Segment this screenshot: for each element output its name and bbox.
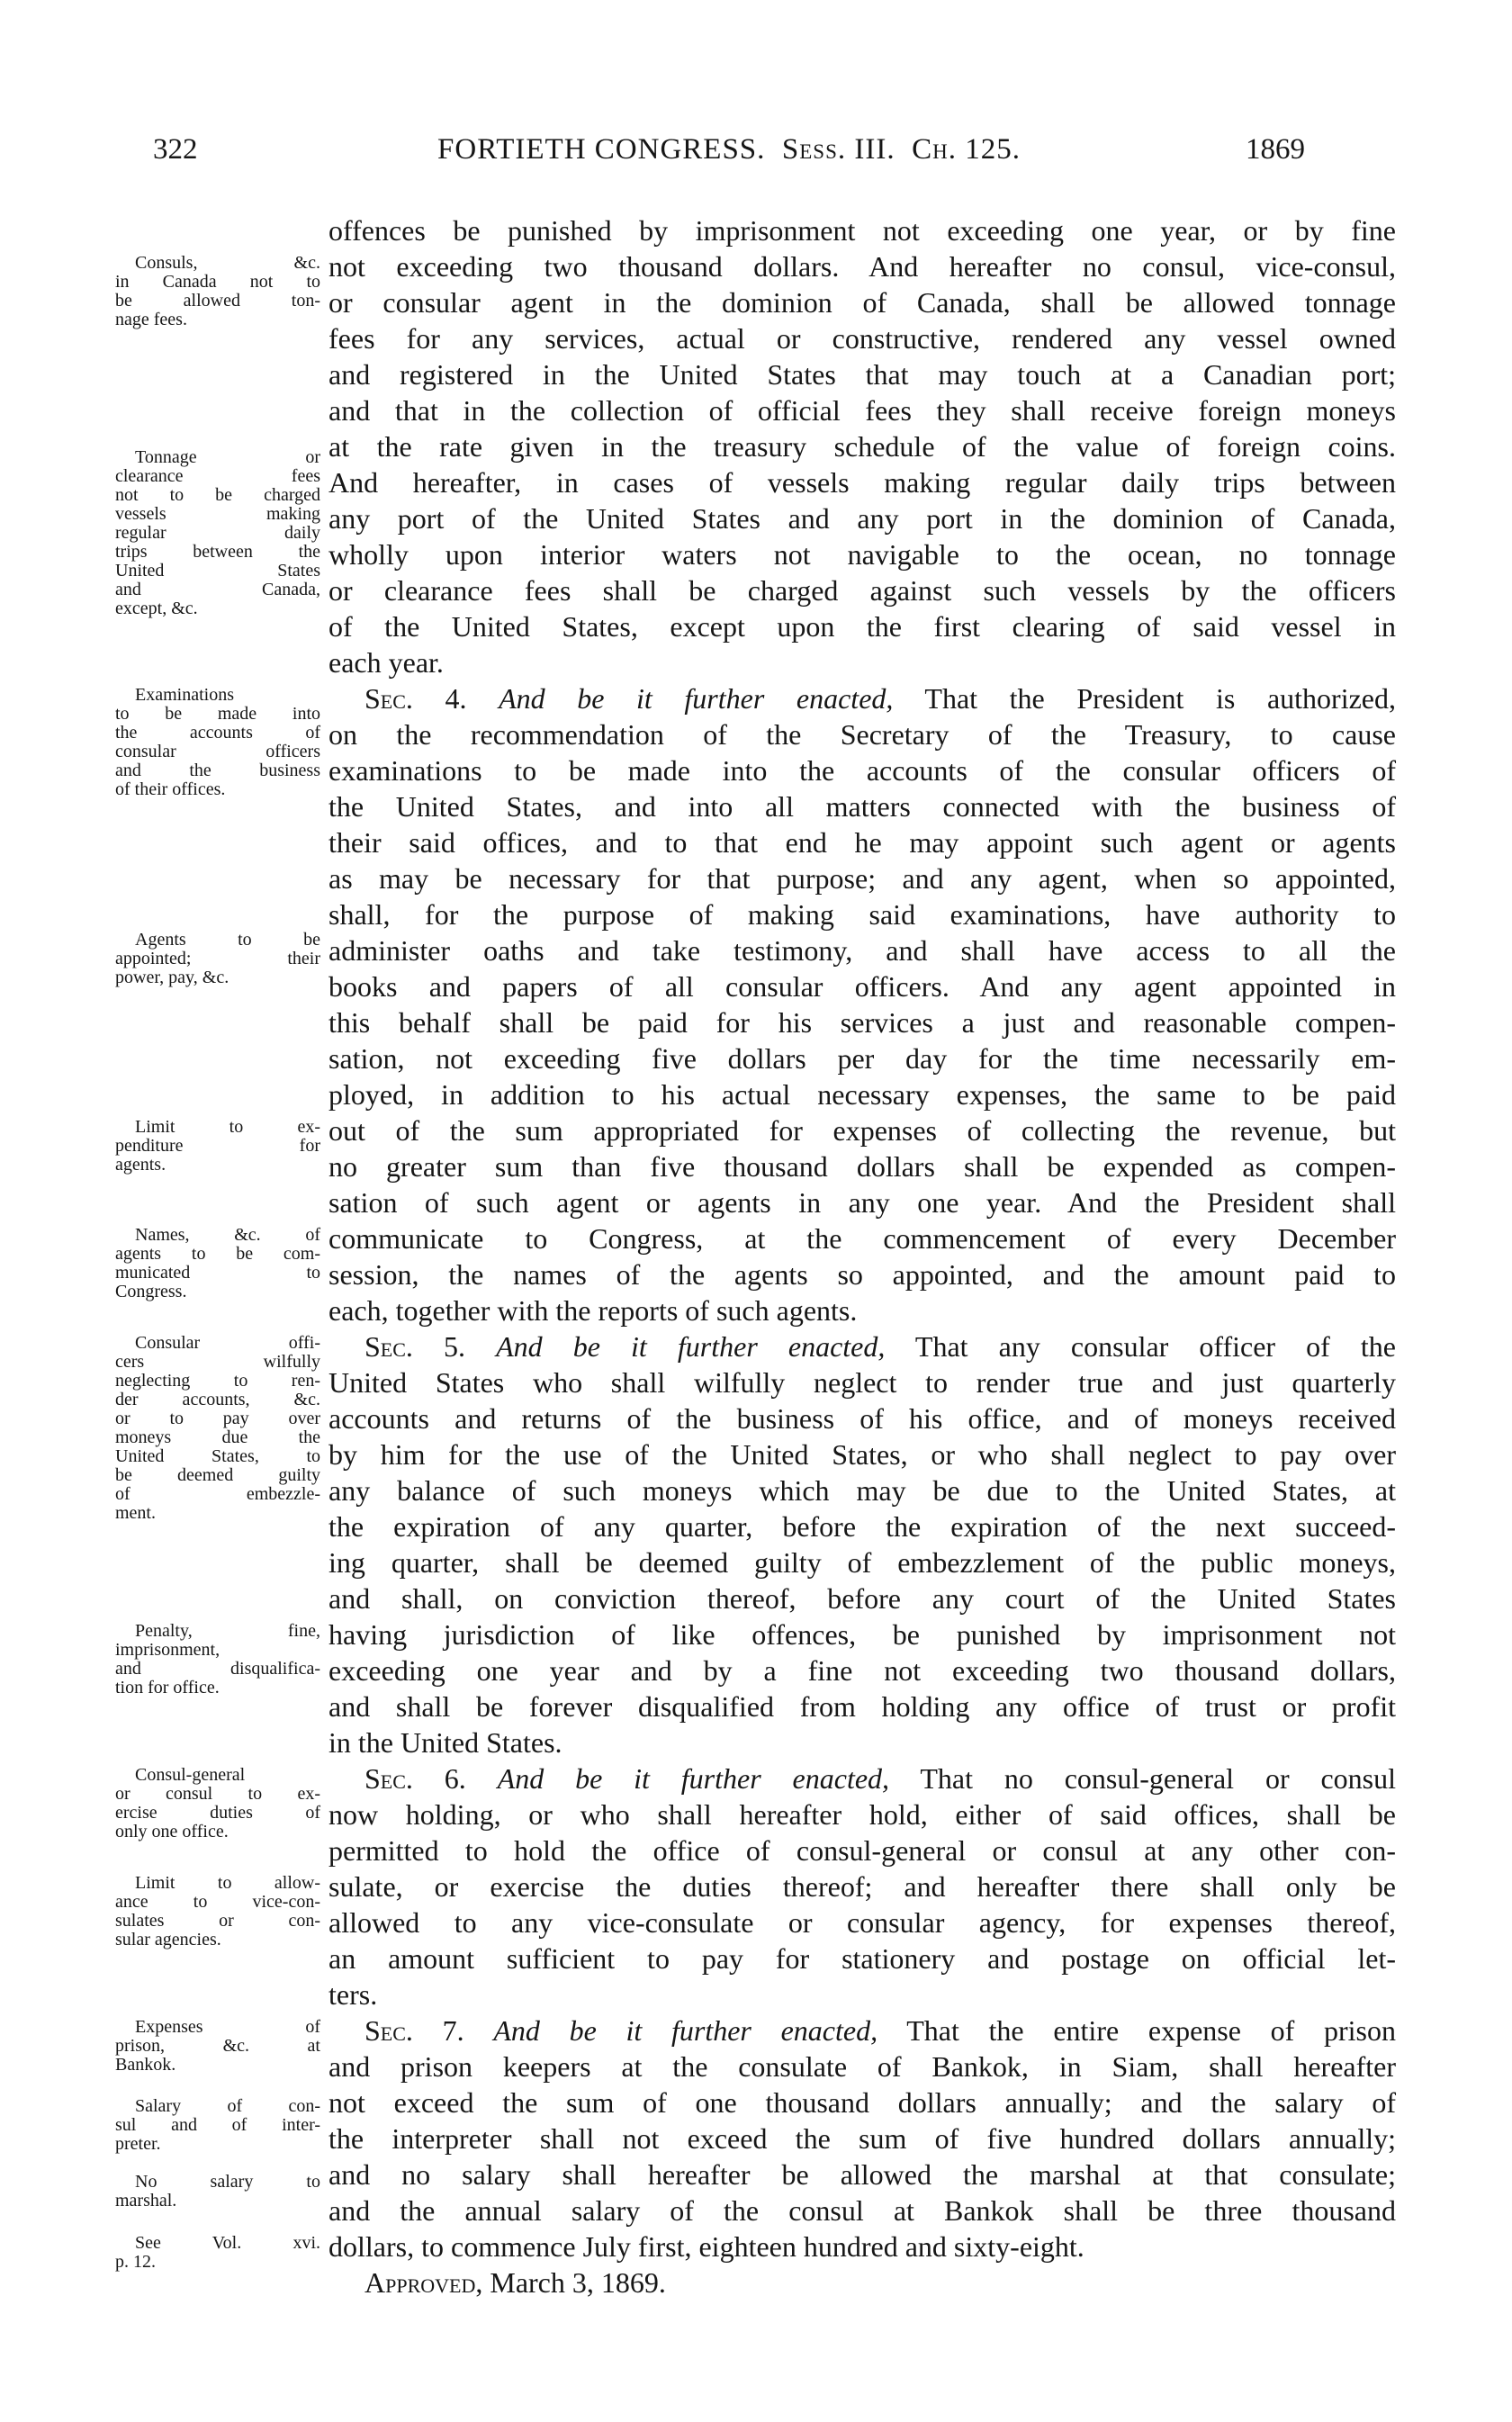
text-line: at the rate given in the treasury schedule of the value of foreign coins. [328, 430, 1396, 463]
margin-note-line: Congress. [115, 1282, 187, 1301]
margin-note-line: nage fees. [115, 310, 187, 329]
text-line: and shall be forever disqualified from holding any office of trust or profit [328, 1690, 1396, 1723]
margin-note-line: agents. [115, 1155, 166, 1175]
page-header [153, 133, 1305, 173]
margin-note-line: Salary of con- [135, 2096, 320, 2116]
margin-note-line: be deemed guilty [115, 1465, 320, 1485]
margin-note-line: ment. [115, 1503, 156, 1523]
margin-note-line: der accounts, &c. [115, 1390, 320, 1409]
margin-note-line: not to be charged [115, 485, 320, 505]
margin-note-line: of embezzle- [115, 1484, 320, 1504]
text-line: out of the sum appropriated for expenses of collecting the revenue, but [328, 1114, 1396, 1147]
section-number: Sec. 4. [364, 682, 467, 715]
text-line: exceeding one year and by a fine not exceeding two thousand dollars, [328, 1654, 1396, 1687]
margin-note-line: in Canada not to [115, 272, 320, 292]
margin-note-line: or to pay over [115, 1409, 320, 1428]
margin-note-line: tion for office. [115, 1678, 220, 1697]
margin-note [115, 1874, 320, 1949]
margin-note-line: and Canada, [115, 580, 320, 599]
margin-note-line: ercise duties of [115, 1803, 320, 1823]
text-line: fees for any services, actual or constructive, rendered any vessel owned [328, 322, 1396, 355]
margin-note [115, 1622, 320, 1697]
text-line: United States who shall wilfully neglect to render true and just quarterly [328, 1366, 1396, 1399]
text-line: session, the names of the agents so appointed, and the amount paid to [328, 1258, 1396, 1291]
text-line [328, 2264, 1396, 2300]
text-line: And hereafter, in cases of vessels making regular daily trips between [328, 466, 1396, 499]
margin-note-line: and the business [115, 761, 320, 780]
section-number: Sec. 6. [364, 1762, 466, 1795]
text-line: and prison keepers at the consulate of Bankok, in Siam, shall hereafter [328, 2050, 1396, 2083]
margin-note [115, 2097, 320, 2154]
margin-note-line: consular officers [115, 742, 320, 761]
margin-note-line: clearance fees [115, 466, 320, 486]
margin-note [115, 686, 320, 799]
margin-note-line: Consuls, &c. [135, 253, 320, 273]
text-line: the expiration of any quarter, before the expiration of the next succeed- [328, 1510, 1396, 1543]
margin-note-line: appointed; their [115, 949, 320, 968]
margin-note-line: Consular offi- [135, 1333, 320, 1353]
text-line: by him for the use of the United States, or who shall neglect to pay over [328, 1438, 1396, 1471]
text-line: dollars, to commence July first, eighteen hundred and sixty-eight. [328, 2230, 1084, 2263]
text-line: and that in the collection of official fees they shall receive foreign moneys [328, 394, 1396, 427]
enacting-clause: And be it further enacted, [499, 682, 894, 715]
margin-note [115, 2018, 320, 2075]
margin-note-line: Tonnage or [135, 447, 320, 467]
margin-note [115, 448, 320, 618]
statute-text [328, 212, 1396, 2300]
margin-note-line: p. 12. [115, 2252, 156, 2272]
margin-note-line: neglecting to ren- [115, 1371, 320, 1391]
margin-note-line: vessels making [115, 504, 320, 524]
text-line: an amount sufficient to pay for stationery and postage on official let- [328, 1942, 1396, 1975]
text-line: or clearance fees shall be charged against such vessels by the officers [328, 574, 1396, 607]
text-line: the interpreter shall not exceed the sum of five hundred dollars annually; [328, 2122, 1396, 2155]
text-line: permitted to hold the office of consul-general or consul at any other con- [328, 1834, 1396, 1867]
text-line: each year. [328, 646, 444, 679]
margin-note [115, 1766, 320, 1841]
text-line: any balance of such moneys which may be due to the United States, at [328, 1474, 1396, 1507]
approved-label: Approved, [364, 2266, 483, 2299]
text-line [328, 680, 1396, 716]
approval-date: March 3, 1869. [490, 2266, 666, 2299]
margin-note-line: trips between the [115, 542, 320, 562]
text-line: in the United States. [328, 1726, 562, 1759]
text-line: ployed, in addition to his actual necessary expenses, the same to be paid [328, 1078, 1396, 1111]
margin-note-line: United States [115, 561, 320, 581]
text-line: shall, for the purpose of making said examinations, have authority to [328, 898, 1396, 931]
text-line: or consular agent in the dominion of Canada, shall be allowed tonnage [328, 286, 1396, 319]
text-line: accounts and returns of the business of his office, and of moneys received [328, 1402, 1396, 1435]
margin-note-line: Limit to allow- [135, 1873, 320, 1893]
margin-note-line: sulates or con- [115, 1911, 320, 1931]
text-line: the United States, and into all matters connected with the business of [328, 790, 1396, 823]
margin-note-line: prison, &c. at [115, 2036, 320, 2056]
text-line: ing quarter, shall be deemed guilty of embezzlement of the public moneys, [328, 1546, 1396, 1579]
text-line: sation of such agent or agents in any one year. And the President shall [328, 1186, 1396, 1219]
margin-note [115, 1334, 320, 1523]
text-line: and registered in the United States that may touch at a Canadian port; [328, 358, 1396, 391]
enacting-clause: And be it further enacted, [493, 2014, 878, 2047]
margin-note-line: ance to vice-con- [115, 1892, 320, 1912]
margin-note-line: cers wilfully [115, 1352, 320, 1372]
page-number: 322 [153, 133, 198, 166]
margin-note [115, 1226, 320, 1301]
text-line: wholly upon interior waters not navigable to the ocean, no tonnage [328, 538, 1396, 571]
margin-note-line: and disqualifica- [115, 1659, 320, 1679]
text-line: offences be punished by imprisonment not exceeding one year, or by fine [328, 214, 1396, 247]
margin-note-line: municated to [115, 1263, 320, 1283]
enacting-clause: And be it further enacted, [496, 1330, 886, 1363]
title-congress: FORTIETH CONGRESS. [437, 133, 766, 166]
margin-note-line: except, &c. [115, 599, 198, 618]
line-text: That any consular officer of the [914, 1330, 1397, 1363]
text-line: now holding, or who shall hereafter hold, either of said offices, shall be [328, 1798, 1396, 1831]
text-line [328, 2012, 1396, 2048]
margin-note-line: Examinations [135, 685, 234, 705]
margin-note-line: Consul-general [135, 1765, 246, 1785]
text-line: communicate to Congress, at the commencement of every December [328, 1222, 1396, 1255]
text-line: sation, not exceeding five dollars per day for the time necessarily em- [328, 1042, 1396, 1075]
text-line: and shall, on conviction thereof, before any court of the United States [328, 1582, 1396, 1615]
text-line: allowed to any vice-consulate or consular agency, for expenses thereof, [328, 1906, 1396, 1939]
text-line: no greater sum than five thousand dollars shall be expended as compen- [328, 1150, 1396, 1183]
margin-note-line: preter. [115, 2134, 161, 2154]
text-line: not exceeding two thousand dollars. And hereafter no consul, vice-consul, [328, 250, 1396, 283]
margin-note [115, 254, 320, 329]
margin-note-line: sular agencies. [115, 1930, 221, 1949]
text-line [328, 1760, 1396, 1796]
text-line: sulate, or exercise the duties thereof; and hereafter there shall only be [328, 1870, 1396, 1903]
margin-note-line: only one office. [115, 1822, 229, 1841]
text-line: as may be necessary for that purpose; and any agent, when so appointed, [328, 862, 1396, 895]
margin-note-line: penditure for [115, 1136, 320, 1156]
margin-note-line: marshal. [115, 2191, 177, 2210]
margin-note-line: or consul to ex- [115, 1784, 320, 1804]
margin-note-line: be allowed ton- [115, 291, 320, 311]
line-text: That the entire expense of prison [906, 2014, 1396, 2047]
text-line: of the United States, except upon the first clearing of said vessel in [328, 610, 1396, 643]
margin-note-line: Expenses of [135, 2017, 320, 2037]
text-line: any port of the United States and any port in the dominion of Canada, [328, 502, 1396, 535]
margin-note-line: regular daily [115, 523, 320, 543]
page-year: 1869 [1246, 133, 1305, 166]
section-number: Sec. 7. [364, 2014, 464, 2047]
text-line: administer oaths and take testimony, and shall have access to all the [328, 934, 1396, 967]
margin-note-line: Bankok. [115, 2055, 176, 2075]
text-line: and the annual salary of the consul at Bankok shall be three thousand [328, 2194, 1396, 2227]
margin-note-line: power, pay, &c. [115, 968, 230, 987]
margin-note-line: No salary to [135, 2172, 320, 2192]
margin-note-line: sul and of inter- [115, 2115, 320, 2135]
margin-note-line: Names, &c. of [135, 1225, 320, 1245]
title-chapter: Ch. 125. [912, 133, 1021, 166]
title-session: Sess. III. [781, 133, 896, 166]
margin-note [115, 931, 320, 987]
margin-note-line: to be made into [115, 704, 320, 724]
margin-note [115, 2173, 320, 2210]
margin-note-line: Agents to be [135, 930, 320, 950]
margin-note-line: Limit to ex- [135, 1117, 320, 1137]
margin-note-line: agents to be com- [115, 1244, 320, 1264]
text-line: books and papers of all consular officers. And any agent appointed in [328, 970, 1396, 1003]
margin-note-line: United States, to [115, 1446, 320, 1466]
text-line: each, together with the reports of such agents. [328, 1294, 858, 1327]
margin-note-line: See Vol. xvi. [135, 2233, 320, 2253]
text-line: this behalf shall be paid for his services a just and reasonable compen- [328, 1006, 1396, 1039]
text-line: examinations to be made into the accounts of the consular officers of [328, 754, 1396, 787]
text-line: having jurisdiction of like offences, be punished by imprisonment not [328, 1618, 1396, 1651]
section-number: Sec. 5. [364, 1330, 465, 1363]
margin-note [115, 1118, 320, 1175]
text-line: their said offices, and to that end he may appoint such agent or agents [328, 826, 1396, 859]
running-title [153, 133, 1305, 167]
margin-note-line: of their offices. [115, 779, 226, 799]
text-line: not exceed the sum of one thousand dollars annually; and the salary of [328, 2086, 1396, 2119]
text-line: ters. [328, 1978, 378, 2011]
margin-note-line: Penalty, fine, [135, 1621, 320, 1641]
text-line: and no salary shall hereafter be allowed the marshal at that consulate; [328, 2158, 1396, 2191]
margin-note-line: moneys due the [115, 1427, 320, 1447]
text-line: on the recommendation of the Secretary of the Treasury, to cause [328, 718, 1396, 751]
margin-note [115, 2234, 320, 2272]
margin-note-line: the accounts of [115, 723, 320, 743]
text-line [328, 1328, 1396, 1364]
line-text: That the President is authorized, [924, 682, 1397, 715]
margin-note-line: imprisonment, [115, 1640, 220, 1660]
line-text: That no consul-general or consul [920, 1762, 1397, 1795]
enacting-clause: And be it further enacted, [497, 1762, 890, 1795]
